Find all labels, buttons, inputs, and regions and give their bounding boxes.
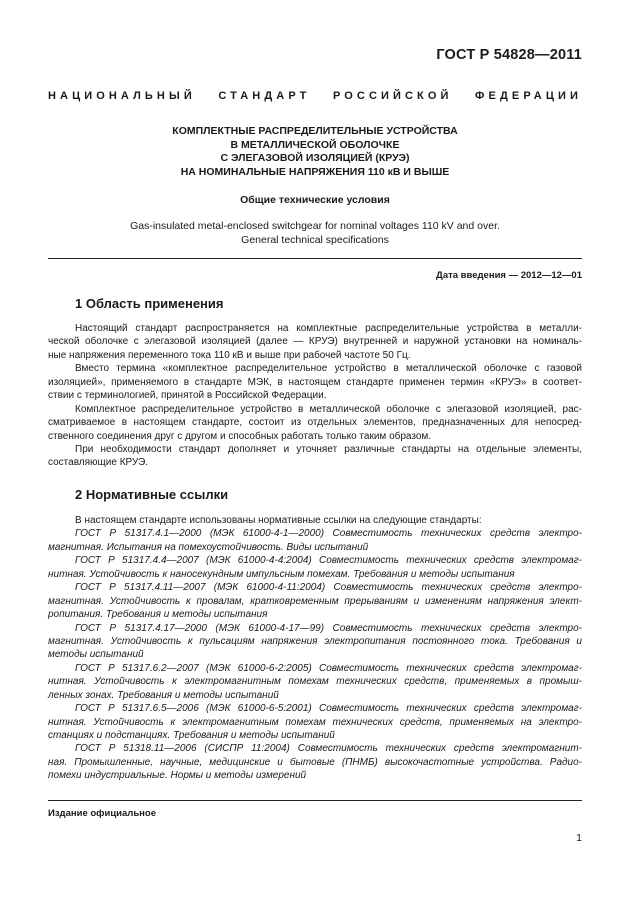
english-title-line: General technical specifications [241, 234, 389, 246]
reference-line: ГОСТ Р 51317.4.17—2000 (МЭК 61000-4-17—99) Совместимость технических средств электро- [75, 622, 582, 634]
reference-line: магнитная. Устойчивость к пульсациям напряжения электропитания постоянного тока. Требования и [48, 635, 582, 647]
paragraph-line: ственного соединения друг с другом и способных работать только таким образом. [48, 430, 432, 442]
reference-line: ГОСТ Р 51317.4.11—2007 (МЭК 61000-4-11:2004) Совместимость технических средств электро- [75, 582, 582, 594]
reference-line: станциях и подстанциях. Требования и методы испытаний [48, 730, 335, 741]
reference-line: ГОСТ Р 51317.4.1—2000 (МЭК 61000-4-1—2000) Совместимость технических средств электро- [75, 528, 582, 540]
paragraph-line: составляющие КРУЭ. [48, 457, 149, 469]
english-title-line: Gas-insulated metal-enclosed switchgear for nominal voltages 110 kV and over. [130, 220, 500, 232]
footer-divider [48, 800, 582, 801]
reference-line: ГОСТ Р 51318.11—2006 (СИСПР 11:2004) Совместимость технических средств электромагнит- [75, 743, 582, 755]
section-1-body [48, 322, 582, 470]
reference-line: ГОСТ Р 51317.6.2—2007 (МЭК 61000-6-2:2005) Совместимость технических средств электромаг- [75, 662, 582, 674]
paragraph-line: Настоящий стандарт распространяется на комплектные распределительные устройства в металли- [75, 323, 582, 334]
title-line: НА НОМИНАЛЬНЫЕ НАПРЯЖЕНИЯ 110 кВ И ВЫШЕ [180, 165, 450, 178]
national-standard-banner: НАЦИОНАЛЬНЫЙ СТАНДАРТ РОССИЙСКОЙ ФЕДЕРАЦИИ [48, 90, 582, 102]
header-divider [48, 258, 582, 259]
reference-line: ленных зонах. Требования и методы испытаний [48, 689, 279, 701]
paragraph-line: При необходимости стандарт дополняет и уточняет различные стандарты на отдельные элементы, [75, 443, 582, 455]
reference-line: ная. Промышленные, научные, медицинские и бытовые (ПНМБ) высокочастотные устройства. Радио- [48, 756, 582, 768]
section-2-body [48, 514, 582, 783]
reference-line: ГОСТ Р 51317.6.5—2006 (МЭК 61000-6-5:2001) Совместимость технических средств электромаг- [75, 703, 582, 715]
reference-line: помехи индустриальные. Нормы и методы измерений [48, 770, 307, 782]
paragraph-line: изоляцией», применяемого в стандарте МЭК, в настоящем стандарте применен термин «КРУЭ» в соответ- [48, 376, 582, 388]
document-subtitle: Общие технические условия [240, 194, 390, 206]
paragraph-line: ные напряжения переменного тока 110 кВ и выше при рабочей частоте 50 Гц. [48, 349, 411, 361]
reference-line: нитная. Устойчивость к наносекундным импульсным помехам. Требования и методы испытания [48, 568, 515, 580]
reference-line: методы испытаний [48, 649, 144, 661]
document-title [48, 125, 582, 179]
page-number: 1 [576, 832, 582, 844]
official-edition-note: Издание официальное [48, 808, 156, 819]
section-2-heading: 2 Нормативные ссылки [75, 487, 229, 502]
paragraph-line: ствии с терминологией, принятой в Российской Федерации. [48, 390, 327, 402]
title-line: В МЕТАЛЛИЧЕСКОЙ ОБОЛОЧКЕ [230, 138, 400, 151]
paragraph-line: Вместо термина «комплектное распределительное устройство в металлической оболочке с газовой [75, 363, 582, 375]
section-1-heading: 1 Область применения [75, 296, 224, 311]
paragraph-line: В настоящем стандарте использованы нормативные ссылки на следующие стандарты: [75, 515, 482, 526]
reference-line: магнитная. Устойчивость к провалам, кратковременным прерываниям и изменениям напряжения элект- [48, 595, 582, 607]
reference-line: ГОСТ Р 51317.4.4—2007 (МЭК 61000-4-4:2004) Совместимость технических средств электромаг- [75, 555, 582, 567]
english-title [48, 219, 582, 247]
reference-line: нитная. Устойчивость к электромагнитным помехам технических средств, применяемых на электро- [48, 716, 582, 728]
reference-line: ропитания. Требования и методы испытания [48, 609, 268, 621]
paragraph-line: ческой оболочке с элегазовой изоляцией (далее — КРУЭ) внутренней и наружной установки на номиналь- [48, 336, 582, 348]
reference-line: магнитная. Испытания на помехоустойчивость. Виды испытаний [48, 541, 369, 553]
title-line: КОМПЛЕКТНЫЕ РАСПРЕДЕЛИТЕЛЬНЫЕ УСТРОЙСТВА [172, 125, 458, 137]
title-line: С ЭЛЕГАЗОВОЙ ИЗОЛЯЦИЕЙ (КРУЭ) [220, 152, 410, 164]
standard-code: ГОСТ Р 54828—2011 [436, 47, 582, 63]
paragraph-line: сматриваемое в настоящем стандарте, состоит из отдельных элементов, предназначенных для непосред- [48, 417, 582, 429]
paragraph-line: Комплектное распределительное устройство в металлической оболочке с элегазовой изоляцией, рас- [75, 403, 582, 415]
introduction-date: Дата введения — 2012—12—01 [436, 270, 582, 281]
reference-line: нитная. Устойчивость к электромагнитным помехам технических средств, применяемых в промыш- [48, 676, 582, 688]
